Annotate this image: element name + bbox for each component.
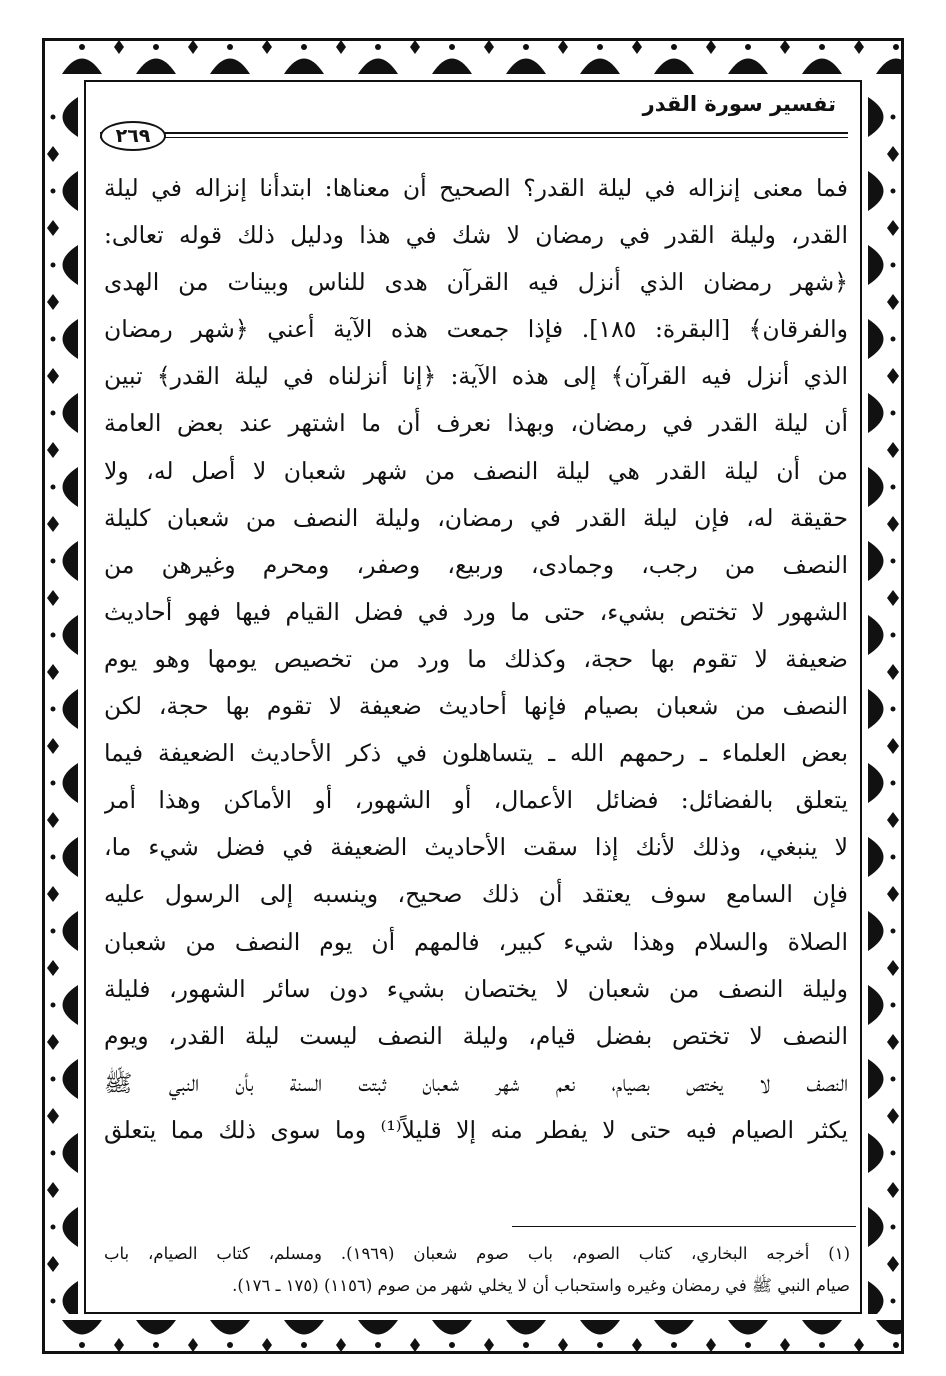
text-line: الصلاة والسلام وهذا شيء كبير، فالمهم أن يوم النصف من شعبان [104, 927, 848, 956]
ornament-motif [62, 41, 124, 74]
ornament-motif [868, 171, 899, 236]
ornament-motif [432, 1320, 494, 1351]
ornament-motif [47, 541, 78, 606]
ornament-motif [868, 1281, 899, 1314]
text-line: النصف لا يختص بصيام، نعم شهر شعبان ثبتت السنة بأن النبي ﷺ [104, 1068, 848, 1097]
ornament-motif [868, 615, 899, 680]
body-text [104, 165, 848, 1154]
footnotes [104, 1238, 850, 1302]
ornament-motif [210, 1320, 272, 1351]
text-line: أن ليلة القدر في رمضان، وبهذا نعرف أن ما اشتهر عند بعض العامة [104, 409, 848, 438]
ornament-motif [47, 837, 78, 902]
ornament-motif [136, 41, 198, 74]
text-line: القدر، وليلة القدر في رمضان لا شك في هذا ودليل ذلك قوله تعالى: [104, 221, 848, 250]
ornament-motif [802, 41, 864, 74]
ornament-motif [868, 245, 899, 310]
ornament-motif [654, 1320, 716, 1351]
ornament-motif [47, 985, 78, 1050]
text-line: من أن ليلة القدر هي ليلة النصف من شهر شعبان لا أصل له، ولا [104, 456, 848, 485]
ornament-motif [432, 41, 494, 74]
footnote-line: (١) أخرجه البخاري، كتاب الصوم، باب صوم شعبان (١٩٦٩). ومسلم، كتاب الصيام، باب [104, 1244, 850, 1263]
text-line: وليلة النصف من شعبان لا يختصان بشيء دون سائر الشهور، فليلة [104, 974, 848, 1003]
text-line: بعض العلماء ـ رحمهم الله ـ يتساهلون في ذكر الأحاديث الضعيفة فيما [104, 739, 848, 768]
text-line: يتعلق بالفضائل: فضائل الأعمال، أو الشهور، أو الأماكن وهذا أمر [104, 786, 848, 815]
text-line: فإن السامع سوف يعتقد أن ذلك صحيح، وينسبه إلى الرسول عليه [104, 880, 848, 909]
ornament-motif [654, 41, 716, 74]
ornament-motif [47, 1133, 78, 1198]
ornament-motif [210, 41, 272, 74]
text-line: فما معنى إنزاله في ليلة القدر؟ الصحيح أن معناها: ابتدأنا إنزاله في ليلة [104, 174, 848, 202]
text-line: يكثر الصيام فيه حتى لا يفطر منه إلا قليلاً⁽¹⁾ وما سوى ذلك مما يتعلق [104, 1115, 848, 1144]
ornament-motif [868, 911, 899, 976]
ornament-motif [802, 1320, 864, 1351]
ornament-motif [876, 41, 901, 74]
ornament-motif [358, 1320, 420, 1351]
ornamental-border-top [45, 41, 901, 80]
ornament-motif [580, 1320, 642, 1351]
ornament-motif [284, 41, 346, 74]
ornament-motif [868, 97, 899, 162]
text-line: ضعيفة لا تقوم بها حجة، وكذلك ما ورد من تخصيص يومها وهو يوم [104, 644, 848, 673]
ornament-motif [47, 393, 78, 458]
text-line: النصف لا تختص بفضل قيام، وليلة النصف ليست ليلة القدر، ويوم [104, 1021, 848, 1050]
ornament-motif [868, 1133, 899, 1198]
ornament-motif [47, 467, 78, 532]
ornament-motif [358, 41, 420, 74]
ornament-motif [868, 689, 899, 754]
ornament-motif [868, 837, 899, 902]
page-number: ٢٦٩ [100, 121, 166, 151]
ornament-motif [47, 689, 78, 754]
ornament-motif [868, 467, 899, 532]
text-line: لا ينبغي، وذلك لأنك إذا سقت الأحاديث الضعيفة في فضل شيء ما، [104, 833, 848, 862]
ornament-motif [868, 541, 899, 606]
ornament-motif [47, 1059, 78, 1124]
ornamental-border-left [45, 80, 84, 1314]
footnote-rule [512, 1226, 856, 1227]
ornament-motif [62, 1320, 124, 1351]
ornament-motif [47, 1281, 78, 1314]
ornament-motif [47, 319, 78, 384]
ornament-motif [47, 615, 78, 680]
ornament-motif [284, 1320, 346, 1351]
ornamental-border-right [862, 80, 901, 1314]
text-line: الشهور لا تختص بشيء، حتى ما ورد في فضل القيام فيها فهو أحاديث [104, 597, 848, 626]
ornament-motif [868, 319, 899, 384]
text-line: ﴿شهر رمضان الذي أنزل فيه القرآن هدى للناس وبينات من الهدى [104, 268, 848, 297]
header-rule [100, 132, 848, 138]
text-line: النصف من رجب، وجمادى، وربيع، وصفر، ومحرم وغيرهن من [104, 550, 848, 579]
running-title: تفسير سورة القدر [642, 92, 836, 116]
text-line: حقيقة له، فإن ليلة القدر في رمضان، وليلة النصف من شعبان كليلة [104, 503, 848, 532]
ornament-motif [868, 985, 899, 1050]
ornament-motif [868, 1207, 899, 1272]
ornament-motif [728, 41, 790, 74]
text-line: والفرقان﴾ [البقرة: ١٨٥]. فإذا جمعت هذه الآية أعني ﴿شهر رمضان [104, 315, 848, 344]
ornament-motif [47, 763, 78, 828]
footnote-line: صيام النبي ﷺ في رمضان وغيره واستحباب أن لا يخلي شهر من صوم (١١٥٦) (١٧٥ ـ ١٧٦). [232, 1276, 850, 1295]
ornament-motif [136, 1320, 198, 1351]
text-line: النصف من شعبان بصيام فإنها أحاديث ضعيفة لا تقوم بها حجة، لكن [104, 692, 848, 721]
ornament-motif [506, 41, 568, 74]
ornament-motif [47, 171, 78, 236]
ornament-motif [47, 245, 78, 310]
ornament-motif [876, 1320, 901, 1351]
ornamental-border-bottom [45, 1314, 901, 1351]
ornament-motif [868, 393, 899, 458]
text-line: الذي أنزل فيه القرآن﴾ إلى هذه الآية: ﴿إنا أنزلناه في ليلة القدر﴾ تبين [104, 362, 848, 391]
ornament-motif [868, 763, 899, 828]
ornament-motif [47, 97, 78, 162]
ornament-motif [47, 1207, 78, 1272]
ornament-motif [506, 1320, 568, 1351]
ornament-motif [47, 911, 78, 976]
ornament-motif [868, 1059, 899, 1124]
ornament-motif [580, 41, 642, 74]
ornament-motif [728, 1320, 790, 1351]
